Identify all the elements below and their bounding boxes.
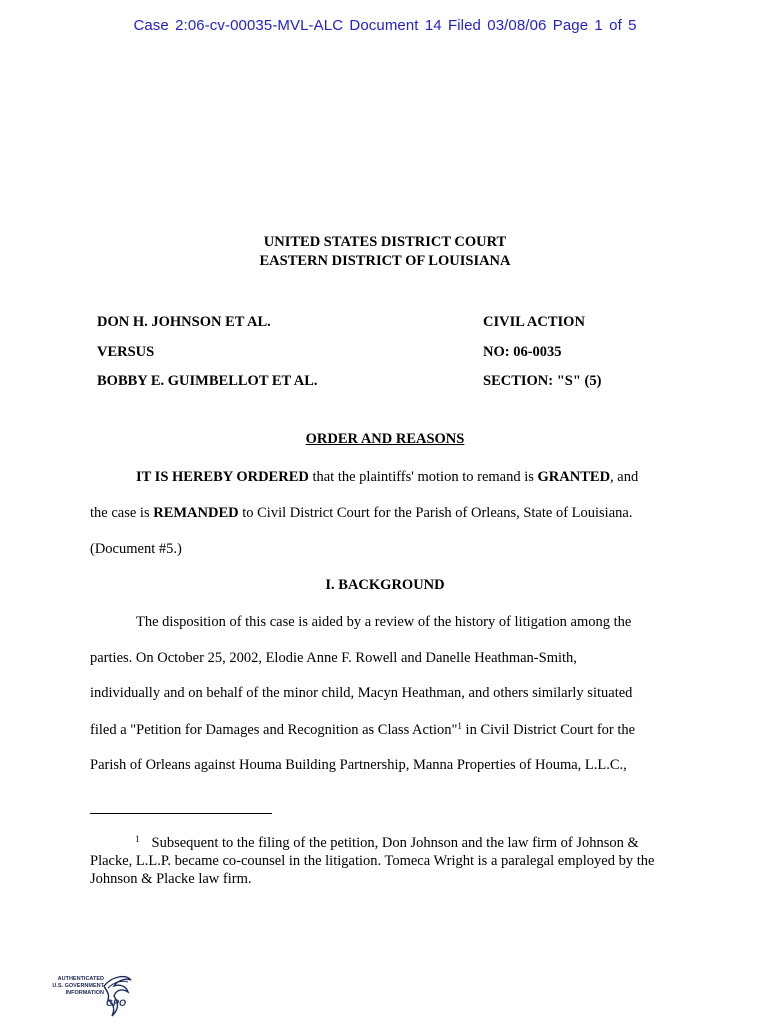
footnote-divider	[90, 813, 272, 814]
gpo-seal-line-1: AUTHENTICATED	[57, 976, 104, 982]
section-heading: I. BACKGROUND	[325, 577, 445, 593]
document-title: ORDER AND REASONS	[305, 431, 465, 447]
gpo-seal-text	[40, 976, 104, 997]
background-line-5: Parish of Orleans against Houma Building Partnership, Manna Properties of Houma, L.L.C.,	[90, 757, 627, 773]
caption-case-number: NO: 06-0035	[483, 344, 562, 360]
caption-defendant: BOBBY E. GUIMBELLOT ET AL.	[97, 373, 318, 389]
caption-case-type: CIVIL ACTION	[483, 314, 585, 330]
caption-section: SECTION: "S" (5)	[483, 373, 602, 389]
order-line-3: (Document #5.)	[90, 541, 182, 557]
court-name	[0, 233, 770, 271]
court-name-line-2: EASTERN DISTRICT OF LOUISIANA	[259, 253, 511, 269]
background-text: in Civil District Court for the	[461, 722, 636, 738]
caption-plaintiff: DON H. JOHNSON ET AL.	[97, 314, 271, 330]
caption-versus: VERSUS	[97, 344, 155, 360]
background-text: filed a "Petition for Damages and Recognition as Class Action"	[90, 722, 458, 738]
order-bold-ordered: IT IS HEREBY ORDERED	[136, 469, 309, 485]
background-line-3: individually and on behalf of the minor child, Macyn Heathman, and others similarly situated	[90, 685, 633, 701]
footnote-number: 1	[135, 834, 140, 844]
gpo-seal-line-3: INFORMATION	[65, 990, 104, 996]
order-text: the case is	[90, 505, 154, 521]
gpo-eagle-icon	[98, 972, 134, 1018]
footnote	[90, 830, 675, 888]
court-name-line-1: UNITED STATES DISTRICT COURT	[263, 234, 507, 250]
background-line-1: The disposition of this case is aided by a review of the history of litigation among the	[136, 614, 632, 630]
footnote-text: Subsequent to the filing of the petition, Don Johnson and the law firm of Johnson & Placke, L.L.P. became co-counsel in the litigation. Tomeca Wright is a paralegal employed by the Johnson & Placke law firm.	[90, 835, 655, 887]
order-text: that the plaintiffs' motion to remand is	[308, 469, 538, 485]
background-line-4	[90, 721, 635, 739]
footnote-reference: 1	[457, 721, 462, 731]
order-bold-remanded: REMANDED	[153, 505, 239, 521]
background-line-2: parties. On October 25, 2002, Elodie Anne F. Rowell and Danelle Heathman-Smith,	[90, 650, 577, 666]
gpo-authentication-seal	[40, 972, 135, 1018]
order-line-1	[136, 469, 638, 486]
order-text: , and	[610, 469, 639, 485]
order-line-2	[90, 505, 632, 522]
ecf-header-stamp: Case 2:06-cv-00035-MVL-ALC Document 14 Filed 03/08/06 Page 1 of 5	[133, 17, 637, 34]
order-bold-granted: GRANTED	[537, 469, 611, 485]
order-text: to Civil District Court for the Parish of Orleans, State of Louisiana.	[238, 505, 633, 521]
gpo-seal-mark: GPO	[106, 998, 127, 1008]
gpo-seal-line-2: U.S. GOVERNMENT	[52, 983, 104, 989]
